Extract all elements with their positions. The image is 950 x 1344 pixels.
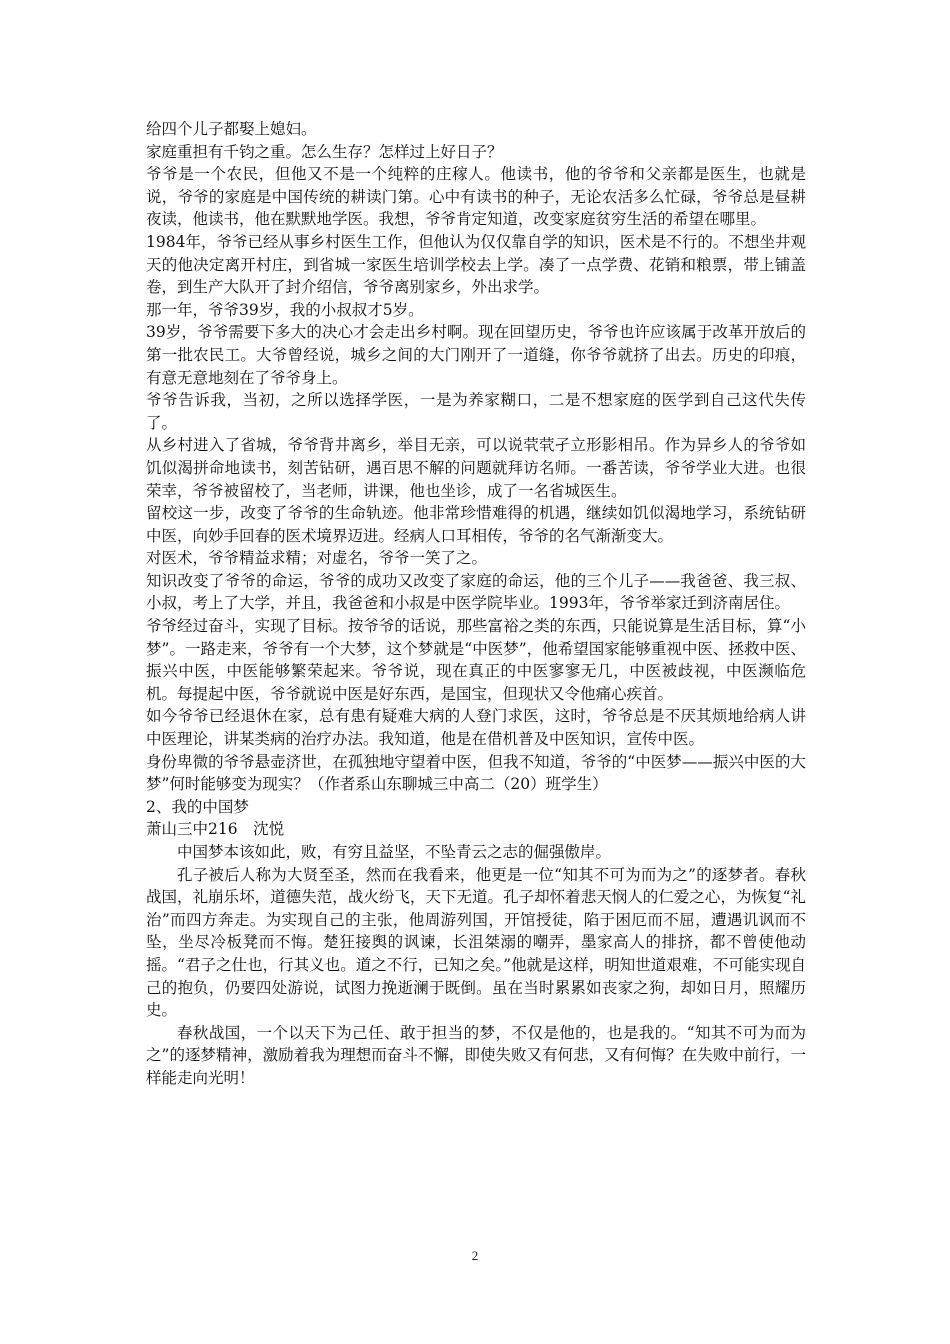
paragraph: 家庭重担有千钧之重。怎么生存？怎样过上好日子？ (146, 142, 503, 161)
paragraph: 那一年，爷爷39岁，我的小叔叔才5岁。 (146, 300, 424, 319)
paragraph: 孔子被后人称为大贤至圣，然而在我看来，他更是一位“知其不可为而为之”的逐梦者。春秋战国，礼崩乐坏，道德失范，战火纷飞，天下无道。孔子却怀着悲天悯人的仁爱之心，为恢复“礼治”而四方奔走。为实现自己的主张，他周游列国，开馆授徒，陷于困厄而不屈，遭遇讥讽而不坠，坐尽冷板凳而不悔。楚狂接舆的讽谏，长沮桀溺的嘲弄，墨家高人的排挤，都不曾使他动摇。“君子之仕也，行其义也。道之不行，已知之矣。”他就是这样，明知世道艰难，不可能实现自己的抱负，仍要四处游说，试图力挽逝澜于既倒。虽在当时累累如丧家之狗，却如日月，照耀历史。 (146, 865, 806, 1020)
section-heading: 2、我的中国梦 (146, 797, 249, 816)
paragraph: 爷爷是一个农民，但他又不是一个纯粹的庄稼人。他读书，他的爷爷和父亲都是医生，也就是说，爷爷的家庭是中国传统的耕读门第。心中有读书的种子，无论农活多么忙碌，爷爷总是昼耕夜读，他读书，他在默默地学医。我想，爷爷肯定知道，改变家庭贫穷生活的希望在哪里。 (146, 165, 806, 229)
paragraph: 爷爷告诉我，当初，之所以选择学医，一是为养家糊口，二是不想家庭的医学到自己这代失传了。 (146, 391, 806, 432)
document-body (146, 118, 806, 1090)
paragraph: 39岁，爷爷需要下多大的决心才会走出乡村啊。现在回望历史，爷爷也许应该属于改革开放后的第一批农民工。大爷曾经说，城乡之间的大门刚开了一道缝，你爷爷就挤了出去。历史的印痕，有意无意地刻在了爷爷身上。 (146, 323, 806, 387)
paragraph: 春秋战国，一个以天下为己任、敢于担当的梦，不仅是他的，也是我的。“知其不可为而为之”的逐梦精神，激励着我为理想而奋斗不懈，即使失败又有何悲，又有何悔？在失败中前行，一样能走向光明！ (146, 1023, 806, 1087)
paragraph: 如今爷爷已经退休在家，总有患有疑难大病的人登门求医，这时，爷爷总是不厌其烦地给病人讲中医理论，讲某类病的治疗办法。我知道，他是在借机普及中医知识，宣传中医。 (146, 707, 806, 749)
paragraph: 中国梦本该如此，败，有穷且益坚，不坠青云之志的倔强傲岸。 (177, 843, 612, 861)
paragraph: 给四个儿子都娶上媳妇。 (146, 120, 317, 138)
paragraph: 爷爷经过奋斗，实现了目标。按爷爷的话说，那些富裕之类的东西，只能说算是生活目标，算“小梦”。一路走来，爷爷有一个大梦，这个梦就是“中医梦”，他希望国家能够重视中医、拯救中医、振兴中医，中医能够繁荣起来。爷爷说，现在真正的中医寥寥无几，中医被歧视，中医濒临危机。每提起中医，爷爷就说中医是好东西，是国宝，但现状又令他痛心疾首。 (146, 617, 806, 703)
paragraph: 1984年，爷爷已经从事乡村医生工作，但他认为仅仅靠自学的知识，医术是不行的。不想坐井观天的他决定离开村庄，到省城一家医生培训学校去上学。凑了一点学费、花销和粮票，带上铺盖卷，到生产大队开了封介绍信，爷爷离别家乡，外出求学。 (146, 232, 806, 297)
paragraph: 知识改变了爷爷的命运，爷爷的成功又改变了家庭的命运，他的三个儿子——我爸爸、我三叔、小叔，考上了大学，并且，我爸爸和小叔是中医学院毕业。1993年，爷爷举家迁到济南居住。 (146, 571, 806, 613)
author-line: 萧山三中216 沈悦 (146, 820, 285, 839)
page-number: 2 (471, 1248, 479, 1263)
paragraph: 从乡村进入了省城，爷爷背井离乡，举目无亲，可以说茕茕孑立形影相吊。作为异乡人的爷爷如饥似渴拼命地读书，刻苦钻研，遇百思不解的问题就拜访名师。一番苦读，爷爷学业大进。也很荣幸，爷爷被留校了，当老师，讲课，他也坐诊，成了一名省城医生。 (146, 436, 806, 500)
paragraph: 身份卑微的爷爷悬壶济世，在孤独地守望着中医，但我不知道，爷爷的“中医梦——振兴中医的大梦”何时能够变为现实？（作者系山东聊城三中高二（20）班学生） (146, 752, 806, 794)
paragraph: 留校这一步，改变了爷爷的生命轨迹。他非常珍惜难得的机遇，继续如饥似渴地学习，系统钻研中医，向妙手回春的医术境界迈进。经病人口耳相传，爷爷的名气渐渐变大。 (146, 504, 806, 545)
paragraph: 对医术，爷爷精益求精；对虚名，爷爷一笑了之。 (146, 549, 488, 568)
